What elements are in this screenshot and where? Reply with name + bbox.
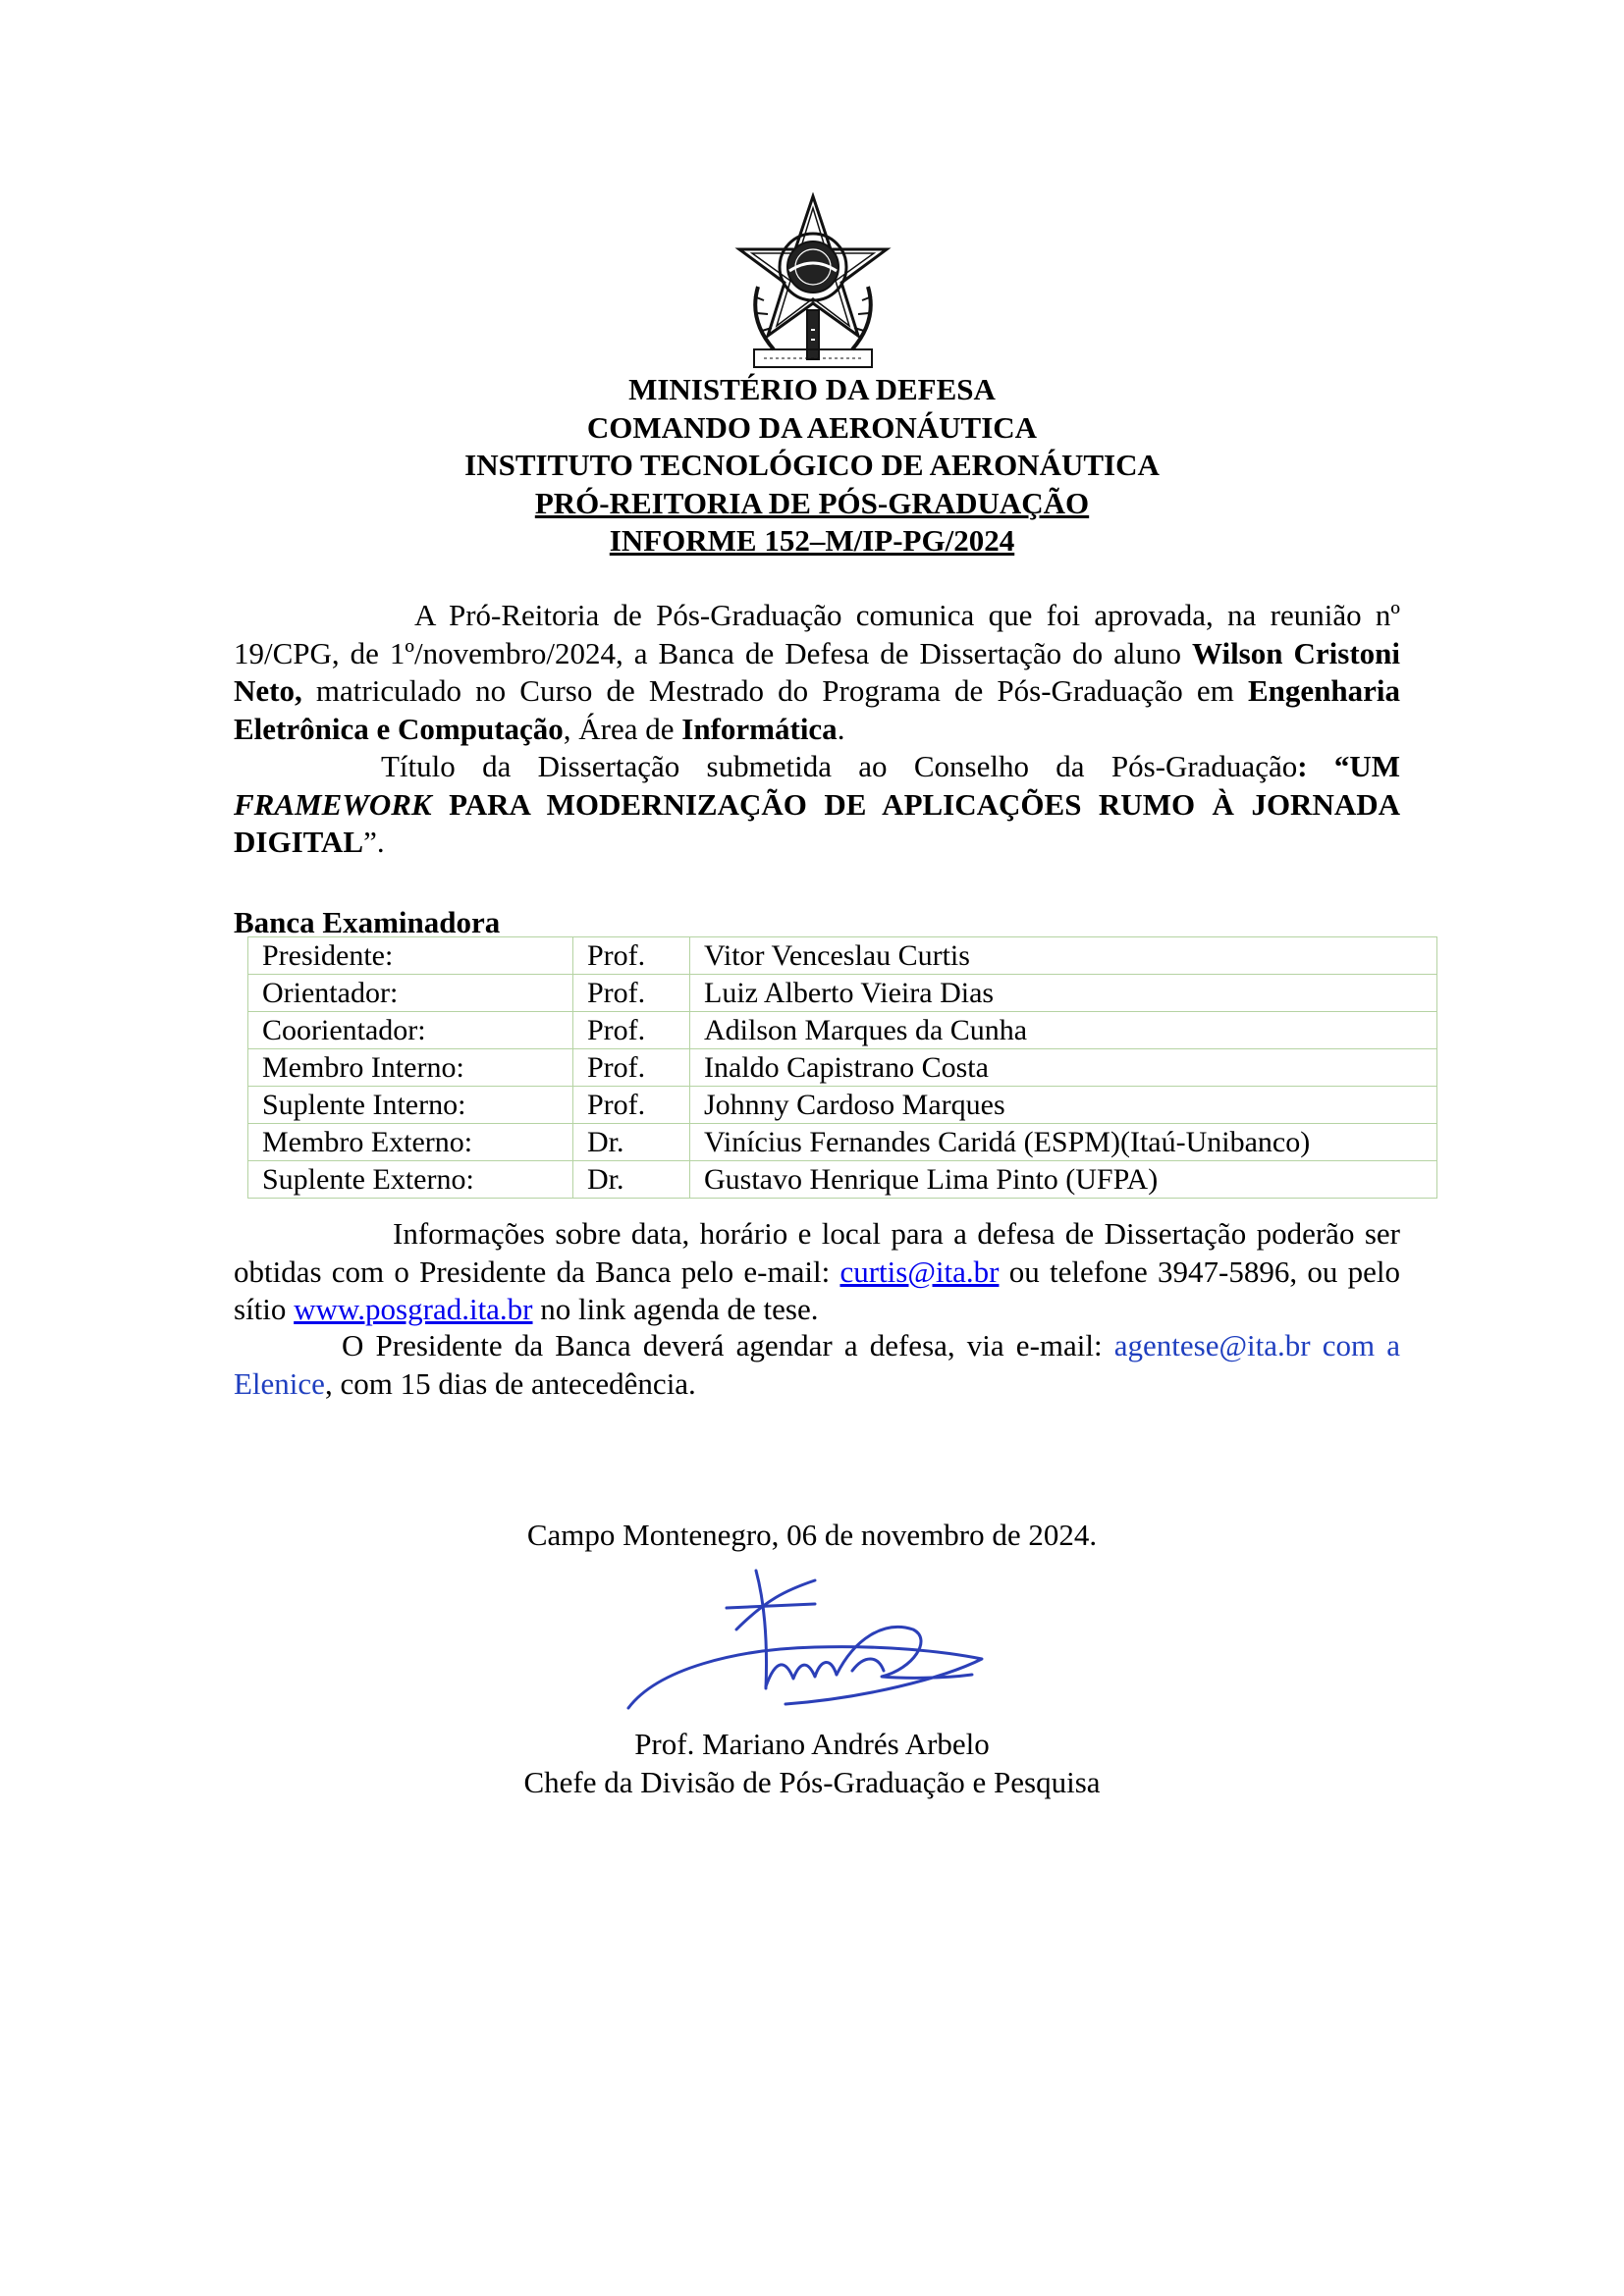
ministry-title: MINISTÉRIO DA DEFESA: [628, 372, 996, 406]
title-cell: Prof.: [573, 975, 690, 1012]
signature-icon: [619, 1561, 1011, 1728]
name-cell: Vinícius Fernandes Caridá (ESPM)(Itaú-Unibanco): [690, 1124, 1437, 1161]
posgrad-site-link[interactable]: www.posgrad.ita.br: [294, 1292, 533, 1326]
document-header: [0, 371, 1624, 561]
dissertation-title-paragraph: Título da Dissertação submetida ao Conselho da Pós-Graduação: “UM FRAMEWORK PARA MODERNIZAÇÃO DE APLICAÇÕES RUMO À JORNADA DIGITAL”.: [234, 749, 1400, 859]
name-cell: Vitor Venceslau Curtis: [690, 937, 1437, 975]
table-row: [248, 937, 1437, 975]
examining-board-table: [247, 936, 1437, 1199]
approval-paragraph: A Pró-Reitoria de Pós-Graduação comunica que foi aprovada, na reunião nº 19/CPG, de 1º/novembro/2024, a Banca de Defesa de Dissertação do aluno Wilson Cristoni Neto, matriculado no Curso de Mestrado do Programa de Pós-Graduação em Engenharia Eletrônica e Computação, Área de Informática.: [234, 598, 1400, 746]
name-cell: Luiz Alberto Vieira Dias: [690, 975, 1437, 1012]
title-cell: Dr.: [573, 1124, 690, 1161]
program-name: Engenharia Eletrônica e Computação: [234, 673, 1400, 746]
signer-name: Prof. Mariano Andrés Arbelo: [634, 1727, 990, 1761]
signer-role: Chefe da Divisão de Pós-Graduação e Pesquisa: [523, 1765, 1101, 1799]
examining-board-title: Banca Examinadora: [234, 905, 501, 939]
title-cell: Dr.: [573, 1161, 690, 1199]
dissertation-title-end: JORNADA DIGITAL: [234, 786, 1400, 859]
name-cell: Johnny Cardoso Marques: [690, 1087, 1437, 1124]
command-title: COMANDO DA AERONÁUTICA: [586, 409, 1038, 445]
role-cell: Presidente:: [248, 937, 573, 975]
area-name: Informática: [681, 711, 838, 746]
table-row: [248, 1124, 1437, 1161]
dissertation-title-italic: FRAMEWORK: [234, 786, 432, 822]
name-cell: Gustavo Henrique Lima Pinto (UFPA): [690, 1161, 1437, 1199]
role-cell: Membro Externo:: [248, 1124, 573, 1161]
scheduling-paragraph: O Presidente da Banca deverá agendar a defesa, via e-mail: agentese@ita.br com a Elenice, com 15 dias de antecedência.: [234, 1328, 1400, 1401]
dean-office-title: PRÓ-REITORIA DE PÓS-GRADUAÇÃO: [534, 485, 1090, 520]
notice-number: INFORME 152–M/IP-PG/2024: [609, 523, 1015, 558]
name-cell: Adilson Marques da Cunha: [690, 1012, 1437, 1049]
role-cell: Suplente Externo:: [248, 1161, 573, 1199]
role-cell: Suplente Interno:: [248, 1087, 573, 1124]
title-cell: Prof.: [573, 937, 690, 975]
document-date: Campo Montenegro, 06 de novembro de 2024.: [526, 1518, 1098, 1552]
president-email-link[interactable]: curtis@ita.br: [839, 1254, 1000, 1289]
student-name: Wilson Cristoni Neto,: [234, 635, 1400, 708]
title-cell: Prof.: [573, 1049, 690, 1087]
table-row: [248, 1087, 1437, 1124]
table-row: [248, 1161, 1437, 1199]
table-row: [248, 1049, 1437, 1087]
title-cell: Prof.: [573, 1012, 690, 1049]
contact-paragraph: Informações sobre data, horário e local para a defesa de Dissertação poderão ser obtidas com o Presidente da Banca pelo e-mail: curtis@ita.br ou telefone 3947-5896, ou pelo sítio www.posgrad.ita.br no link agenda de tese.: [234, 1216, 1400, 1326]
name-cell: Inaldo Capistrano Costa: [690, 1049, 1437, 1087]
role-cell: Membro Interno:: [248, 1049, 573, 1087]
table-row: [248, 1012, 1437, 1049]
institute-title: INSTITUTO TECNOLÓGICO DE AERONÁUTICA: [464, 448, 1160, 482]
role-cell: Orientador:: [248, 975, 573, 1012]
scheduling-email[interactable]: agentese@ita.br com a Elenice: [234, 1328, 1400, 1401]
title-cell: Prof.: [573, 1087, 690, 1124]
role-cell: Coorientador:: [248, 1012, 573, 1049]
signer-block: [0, 1725, 1624, 1801]
table-row: [248, 975, 1437, 1012]
coat-of-arms-icon: [734, 192, 892, 377]
